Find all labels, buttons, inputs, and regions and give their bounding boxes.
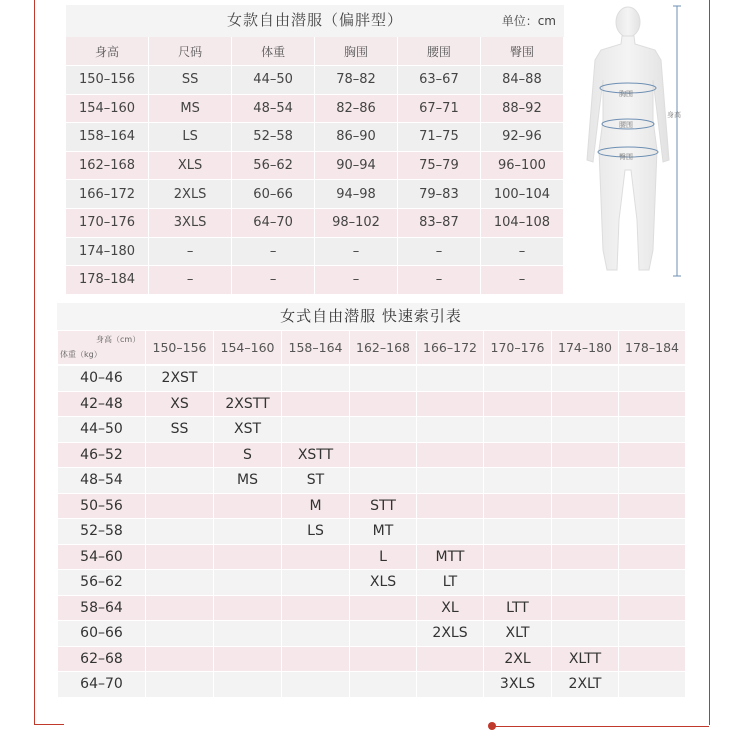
size-chart-row bbox=[66, 208, 564, 237]
size-code-cell: LTT bbox=[483, 595, 551, 621]
size-code-cell: MS bbox=[213, 467, 281, 493]
size-chart-cell: – bbox=[149, 237, 232, 266]
size-code-cell: XLTT bbox=[551, 646, 618, 672]
size-chart-cell: 67–71 bbox=[398, 94, 481, 123]
size-code-cell bbox=[213, 365, 281, 391]
size-chart-cell: 56–62 bbox=[232, 151, 315, 180]
col-header-height: 身高 bbox=[66, 37, 149, 65]
size-code-cell bbox=[145, 671, 213, 697]
height-header: 166–172 bbox=[416, 331, 483, 365]
size-chart-row bbox=[66, 94, 564, 123]
quick-index-row bbox=[57, 467, 685, 493]
size-code-cell bbox=[618, 365, 685, 391]
height-header: 150–156 bbox=[145, 331, 213, 365]
size-code-cell bbox=[618, 595, 685, 621]
size-code-cell bbox=[416, 646, 483, 672]
weight-cell: 42–48 bbox=[57, 391, 145, 417]
size-code-cell bbox=[281, 544, 349, 570]
size-code-cell bbox=[618, 671, 685, 697]
frame-dot bbox=[488, 722, 496, 730]
frame-bottom-line-right bbox=[492, 726, 709, 727]
size-chart-cell: 100–104 bbox=[481, 179, 564, 208]
size-code-cell bbox=[618, 467, 685, 493]
size-chart-cell: 166–172 bbox=[66, 179, 149, 208]
frame-bottom-line bbox=[34, 724, 64, 725]
quick-index-row bbox=[57, 493, 685, 519]
size-chart-cell: 104–108 bbox=[481, 208, 564, 237]
size-code-cell bbox=[618, 518, 685, 544]
size-code-cell bbox=[281, 671, 349, 697]
size-code-cell bbox=[551, 391, 618, 417]
size-code-cell bbox=[551, 518, 618, 544]
quick-index-row bbox=[57, 518, 685, 544]
corner-weight-label: 体重（kg） bbox=[60, 350, 102, 359]
size-chart-cell: 98–102 bbox=[315, 208, 398, 237]
size-code-cell: M bbox=[281, 493, 349, 519]
size-chart-cell: – bbox=[315, 237, 398, 266]
corner-cell bbox=[57, 331, 145, 365]
size-chart-cell: 86–90 bbox=[315, 122, 398, 151]
size-code-cell: STT bbox=[349, 493, 416, 519]
col-header-hip: 臀围 bbox=[481, 37, 564, 65]
size-code-cell: XSTT bbox=[281, 442, 349, 468]
size-chart-cell: – bbox=[398, 265, 481, 294]
size-chart-row bbox=[66, 237, 564, 266]
size-code-cell: ST bbox=[281, 467, 349, 493]
size-code-cell bbox=[551, 416, 618, 442]
size-chart-header-row bbox=[66, 37, 564, 65]
size-chart-body bbox=[66, 65, 564, 294]
size-code-cell bbox=[213, 493, 281, 519]
size-code-cell bbox=[483, 391, 551, 417]
size-code-cell: 2XL bbox=[483, 646, 551, 672]
chest-label: 胸围 bbox=[619, 90, 633, 98]
size-code-cell: 2XSTT bbox=[213, 391, 281, 417]
size-chart-cell: – bbox=[232, 265, 315, 294]
weight-cell: 58–64 bbox=[57, 595, 145, 621]
height-header: 162–168 bbox=[349, 331, 416, 365]
quick-index-row bbox=[57, 671, 685, 697]
size-chart-cell: 3XLS bbox=[149, 208, 232, 237]
size-code-cell bbox=[416, 493, 483, 519]
size-chart-cell: LS bbox=[149, 122, 232, 151]
col-header-weight: 体重 bbox=[232, 37, 315, 65]
size-code-cell bbox=[416, 442, 483, 468]
size-code-cell bbox=[281, 416, 349, 442]
size-chart-cell: 71–75 bbox=[398, 122, 481, 151]
size-chart-cell: 150–156 bbox=[66, 65, 149, 94]
size-code-cell bbox=[349, 671, 416, 697]
size-code-cell bbox=[145, 646, 213, 672]
weight-cell: 50–56 bbox=[57, 493, 145, 519]
quick-index-row bbox=[57, 595, 685, 621]
size-chart-table bbox=[66, 5, 564, 288]
weight-cell: 48–54 bbox=[57, 467, 145, 493]
size-code-cell bbox=[483, 467, 551, 493]
size-code-cell bbox=[416, 365, 483, 391]
human-silhouette-icon bbox=[573, 0, 693, 285]
size-code-cell bbox=[349, 595, 416, 621]
height-header: 154–160 bbox=[213, 331, 281, 365]
weight-cell: 46–52 bbox=[57, 442, 145, 468]
size-code-cell bbox=[618, 544, 685, 570]
size-code-cell bbox=[213, 620, 281, 646]
weight-cell: 54–60 bbox=[57, 544, 145, 570]
size-code-cell bbox=[483, 518, 551, 544]
size-code-cell bbox=[349, 416, 416, 442]
size-chart-cell: 44–50 bbox=[232, 65, 315, 94]
size-code-cell bbox=[213, 544, 281, 570]
quick-index-row bbox=[57, 646, 685, 672]
size-code-cell bbox=[281, 646, 349, 672]
quick-index-body bbox=[57, 365, 685, 697]
size-code-cell bbox=[281, 595, 349, 621]
size-chart-cell: 174–180 bbox=[66, 237, 149, 266]
size-code-cell: XLT bbox=[483, 620, 551, 646]
col-header-size: 尺码 bbox=[149, 37, 232, 65]
hip-label: 臀围 bbox=[619, 153, 633, 161]
size-code-cell bbox=[349, 442, 416, 468]
size-chart-cell: MS bbox=[149, 94, 232, 123]
size-code-cell: XL bbox=[416, 595, 483, 621]
weight-cell: 52–58 bbox=[57, 518, 145, 544]
size-code-cell bbox=[145, 442, 213, 468]
size-chart-cell: – bbox=[481, 237, 564, 266]
size-code-cell bbox=[145, 569, 213, 595]
size-code-cell bbox=[281, 620, 349, 646]
size-chart-cell: 170–176 bbox=[66, 208, 149, 237]
size-chart-cell: 63–67 bbox=[398, 65, 481, 94]
size-chart-cell: 162–168 bbox=[66, 151, 149, 180]
size-code-cell bbox=[213, 595, 281, 621]
size-chart-cell: 84–88 bbox=[481, 65, 564, 94]
size-code-cell: XS bbox=[145, 391, 213, 417]
quick-index-row bbox=[57, 365, 685, 391]
size-chart-cell: 78–82 bbox=[315, 65, 398, 94]
size-code-cell bbox=[618, 416, 685, 442]
size-chart-cell: 75–79 bbox=[398, 151, 481, 180]
size-code-cell bbox=[551, 493, 618, 519]
weight-cell: 60–66 bbox=[57, 620, 145, 646]
size-code-cell bbox=[281, 391, 349, 417]
size-code-cell: LS bbox=[281, 518, 349, 544]
size-code-cell bbox=[483, 569, 551, 595]
size-chart-cell: 83–87 bbox=[398, 208, 481, 237]
size-code-cell bbox=[551, 620, 618, 646]
size-code-cell bbox=[483, 493, 551, 519]
quick-index-row bbox=[57, 544, 685, 570]
size-code-cell bbox=[145, 620, 213, 646]
size-code-cell bbox=[145, 493, 213, 519]
body-measurement-figure bbox=[573, 0, 693, 285]
size-code-cell bbox=[618, 569, 685, 595]
size-code-cell bbox=[416, 416, 483, 442]
col-header-waist: 腰围 bbox=[398, 37, 481, 65]
size-chart-grid bbox=[66, 37, 564, 294]
size-code-cell: S bbox=[213, 442, 281, 468]
size-code-cell: 2XST bbox=[145, 365, 213, 391]
size-chart-cell: 64–70 bbox=[232, 208, 315, 237]
size-chart-cell: – bbox=[481, 265, 564, 294]
size-code-cell: XLS bbox=[349, 569, 416, 595]
quick-index-row bbox=[57, 620, 685, 646]
size-chart-row bbox=[66, 122, 564, 151]
size-code-cell bbox=[618, 442, 685, 468]
size-code-cell bbox=[551, 365, 618, 391]
size-code-cell: MTT bbox=[416, 544, 483, 570]
size-chart-cell: 60–66 bbox=[232, 179, 315, 208]
size-code-cell: 2XLS bbox=[416, 620, 483, 646]
size-code-cell bbox=[145, 467, 213, 493]
size-code-cell bbox=[551, 467, 618, 493]
quick-index-table bbox=[57, 303, 685, 695]
size-code-cell: 2XLT bbox=[551, 671, 618, 697]
size-chart-cell: 90–94 bbox=[315, 151, 398, 180]
size-chart-cell: – bbox=[315, 265, 398, 294]
size-code-cell bbox=[416, 467, 483, 493]
size-code-cell bbox=[349, 365, 416, 391]
col-header-chest: 胸围 bbox=[315, 37, 398, 65]
frame-right-line bbox=[709, 0, 710, 725]
size-chart-title: 女款自由潜服（偏胖型） bbox=[226, 11, 403, 29]
size-code-cell: MT bbox=[349, 518, 416, 544]
size-code-cell bbox=[483, 442, 551, 468]
size-code-cell bbox=[483, 416, 551, 442]
size-code-cell bbox=[416, 671, 483, 697]
size-code-cell bbox=[618, 391, 685, 417]
size-code-cell bbox=[483, 544, 551, 570]
size-chart-cell: 52–58 bbox=[232, 122, 315, 151]
size-code-cell bbox=[618, 646, 685, 672]
height-header: 174–180 bbox=[551, 331, 618, 365]
quick-index-row bbox=[57, 569, 685, 595]
size-code-cell bbox=[213, 671, 281, 697]
size-chart-cell: 96–100 bbox=[481, 151, 564, 180]
size-code-cell bbox=[551, 569, 618, 595]
size-chart-cell: 94–98 bbox=[315, 179, 398, 208]
size-chart-cell: XLS bbox=[149, 151, 232, 180]
height-label: 身高 bbox=[667, 111, 681, 119]
size-chart-cell: 48–54 bbox=[232, 94, 315, 123]
size-code-cell bbox=[213, 646, 281, 672]
size-code-cell bbox=[145, 595, 213, 621]
height-header: 158–164 bbox=[281, 331, 349, 365]
quick-index-title: 女式自由潜服 快速索引表 bbox=[57, 303, 685, 331]
size-chart-cell: 158–164 bbox=[66, 122, 149, 151]
size-code-cell bbox=[349, 391, 416, 417]
size-code-cell bbox=[483, 365, 551, 391]
size-chart-cell: 2XLS bbox=[149, 179, 232, 208]
size-code-cell bbox=[213, 518, 281, 544]
height-header: 170–176 bbox=[483, 331, 551, 365]
size-chart-row bbox=[66, 265, 564, 294]
size-chart-cell: – bbox=[149, 265, 232, 294]
size-chart-cell: 82–86 bbox=[315, 94, 398, 123]
quick-index-row bbox=[57, 416, 685, 442]
size-code-cell bbox=[551, 442, 618, 468]
waist-label: 腰围 bbox=[619, 121, 633, 129]
size-code-cell bbox=[281, 569, 349, 595]
size-chart-cell: 88–92 bbox=[481, 94, 564, 123]
corner-height-label: 身高（cm） bbox=[96, 335, 141, 344]
size-code-cell: 3XLS bbox=[483, 671, 551, 697]
frame-left-line bbox=[34, 0, 35, 725]
size-chart-cell: – bbox=[232, 237, 315, 266]
size-chart-cell: – bbox=[398, 237, 481, 266]
size-code-cell: LT bbox=[416, 569, 483, 595]
size-chart-row bbox=[66, 65, 564, 94]
size-chart-unit: 单位：cm bbox=[501, 14, 556, 28]
size-chart-cell: 79–83 bbox=[398, 179, 481, 208]
weight-cell: 62–68 bbox=[57, 646, 145, 672]
size-chart-cell: 178–184 bbox=[66, 265, 149, 294]
size-code-cell bbox=[416, 391, 483, 417]
size-code-cell bbox=[551, 595, 618, 621]
size-chart-row bbox=[66, 151, 564, 180]
size-code-cell bbox=[618, 620, 685, 646]
weight-cell: 44–50 bbox=[57, 416, 145, 442]
size-chart-cell: 154–160 bbox=[66, 94, 149, 123]
size-chart-cell: SS bbox=[149, 65, 232, 94]
size-code-cell bbox=[618, 493, 685, 519]
weight-cell: 40–46 bbox=[57, 365, 145, 391]
size-code-cell bbox=[213, 569, 281, 595]
size-chart-cell: 92–96 bbox=[481, 122, 564, 151]
size-chart-row bbox=[66, 179, 564, 208]
size-code-cell bbox=[349, 620, 416, 646]
size-code-cell: XST bbox=[213, 416, 281, 442]
size-code-cell bbox=[349, 467, 416, 493]
size-code-cell bbox=[349, 646, 416, 672]
size-code-cell bbox=[145, 544, 213, 570]
quick-index-grid bbox=[57, 331, 685, 697]
quick-index-row bbox=[57, 391, 685, 417]
weight-cell: 64–70 bbox=[57, 671, 145, 697]
size-chart-header bbox=[66, 5, 564, 33]
size-code-cell: SS bbox=[145, 416, 213, 442]
weight-cell: 56–62 bbox=[57, 569, 145, 595]
size-code-cell: L bbox=[349, 544, 416, 570]
size-code-cell bbox=[416, 518, 483, 544]
quick-index-header-row bbox=[57, 331, 685, 365]
size-code-cell bbox=[145, 518, 213, 544]
height-header: 178–184 bbox=[618, 331, 685, 365]
quick-index-row bbox=[57, 442, 685, 468]
size-code-cell bbox=[281, 365, 349, 391]
size-code-cell bbox=[551, 544, 618, 570]
